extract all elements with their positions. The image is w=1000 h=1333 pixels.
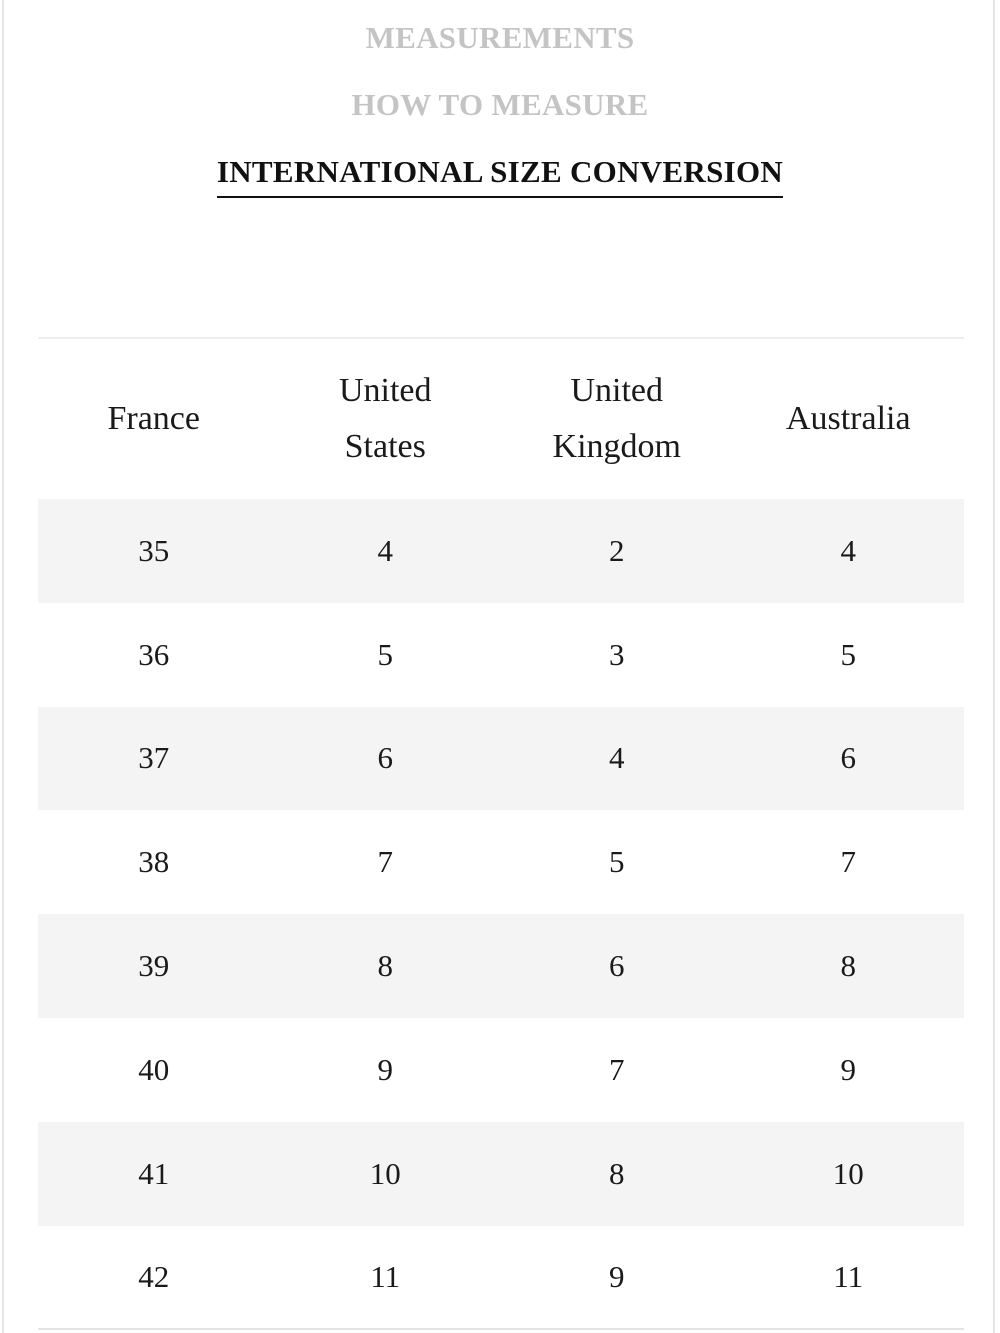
tab-international-size-conversion[interactable]	[0, 154, 1000, 198]
table-cell: 38	[138, 844, 170, 880]
table-cell: 10	[270, 1122, 502, 1226]
table-cell: 4	[501, 707, 733, 811]
table-cell: 3	[609, 636, 625, 672]
table-cell: 35	[38, 499, 270, 603]
table-cell: 9	[840, 1051, 856, 1087]
column-header-line: Kingdom	[552, 428, 681, 465]
table-cell: 10	[733, 1122, 965, 1226]
table-header-row	[38, 339, 964, 499]
table-cell: 37	[38, 707, 270, 811]
table-bottom-divider	[38, 1328, 964, 1330]
table-cell: 8	[270, 914, 502, 1018]
tab-measurements[interactable]: MEASUREMENTS	[365, 20, 635, 55]
table-cell: 41	[38, 1122, 270, 1226]
table-cell: 6	[501, 914, 733, 1018]
table-cell: 7	[377, 844, 393, 880]
column-header-line: France	[107, 400, 200, 437]
table-cell: 39	[38, 914, 270, 1018]
table-cell: 9	[609, 1259, 625, 1295]
column-header-united-states	[270, 339, 502, 499]
size-conversion-table-container	[38, 337, 964, 1329]
tab-how-to-measure[interactable]: HOW TO MEASURE	[351, 87, 649, 122]
column-header-line: United	[570, 372, 664, 409]
table-row	[38, 1122, 964, 1226]
table-cell: 5	[377, 636, 393, 672]
column-header-line: United	[338, 372, 432, 409]
table-row	[38, 1018, 964, 1122]
table-cell: 7	[609, 1051, 625, 1087]
table-cell: 5	[609, 844, 625, 880]
table-cell: 4	[270, 499, 502, 603]
table-row	[38, 810, 964, 914]
table-row	[38, 1226, 964, 1330]
table-cell: 9	[377, 1051, 393, 1087]
size-conversion-table	[38, 339, 964, 1329]
column-header-line: States	[344, 428, 426, 465]
column-header-united-kingdom	[501, 339, 733, 499]
table-cell: 8	[501, 1122, 733, 1226]
table-cell: 5	[840, 636, 856, 672]
table-cell: 4	[733, 499, 965, 603]
column-header-france	[38, 339, 270, 499]
column-header-line: Australia	[785, 400, 911, 437]
table-row	[38, 499, 964, 603]
table-cell: 11	[370, 1259, 401, 1295]
table-cell: 42	[138, 1259, 170, 1295]
column-header-australia	[733, 339, 965, 499]
table-cell: 40	[138, 1051, 170, 1087]
table-row	[38, 707, 964, 811]
table-row	[38, 603, 964, 707]
table-cell: 2	[501, 499, 733, 603]
table-cell: 6	[270, 707, 502, 811]
table-cell: 6	[733, 707, 965, 811]
table-row	[38, 914, 964, 1018]
table-cell: 7	[840, 844, 856, 880]
table-cell: 8	[733, 914, 965, 1018]
table-cell: 11	[833, 1259, 864, 1295]
tab-international-size-conversion-label: INTERNATIONAL SIZE CONVERSION	[217, 154, 783, 198]
table-cell: 36	[138, 636, 170, 672]
